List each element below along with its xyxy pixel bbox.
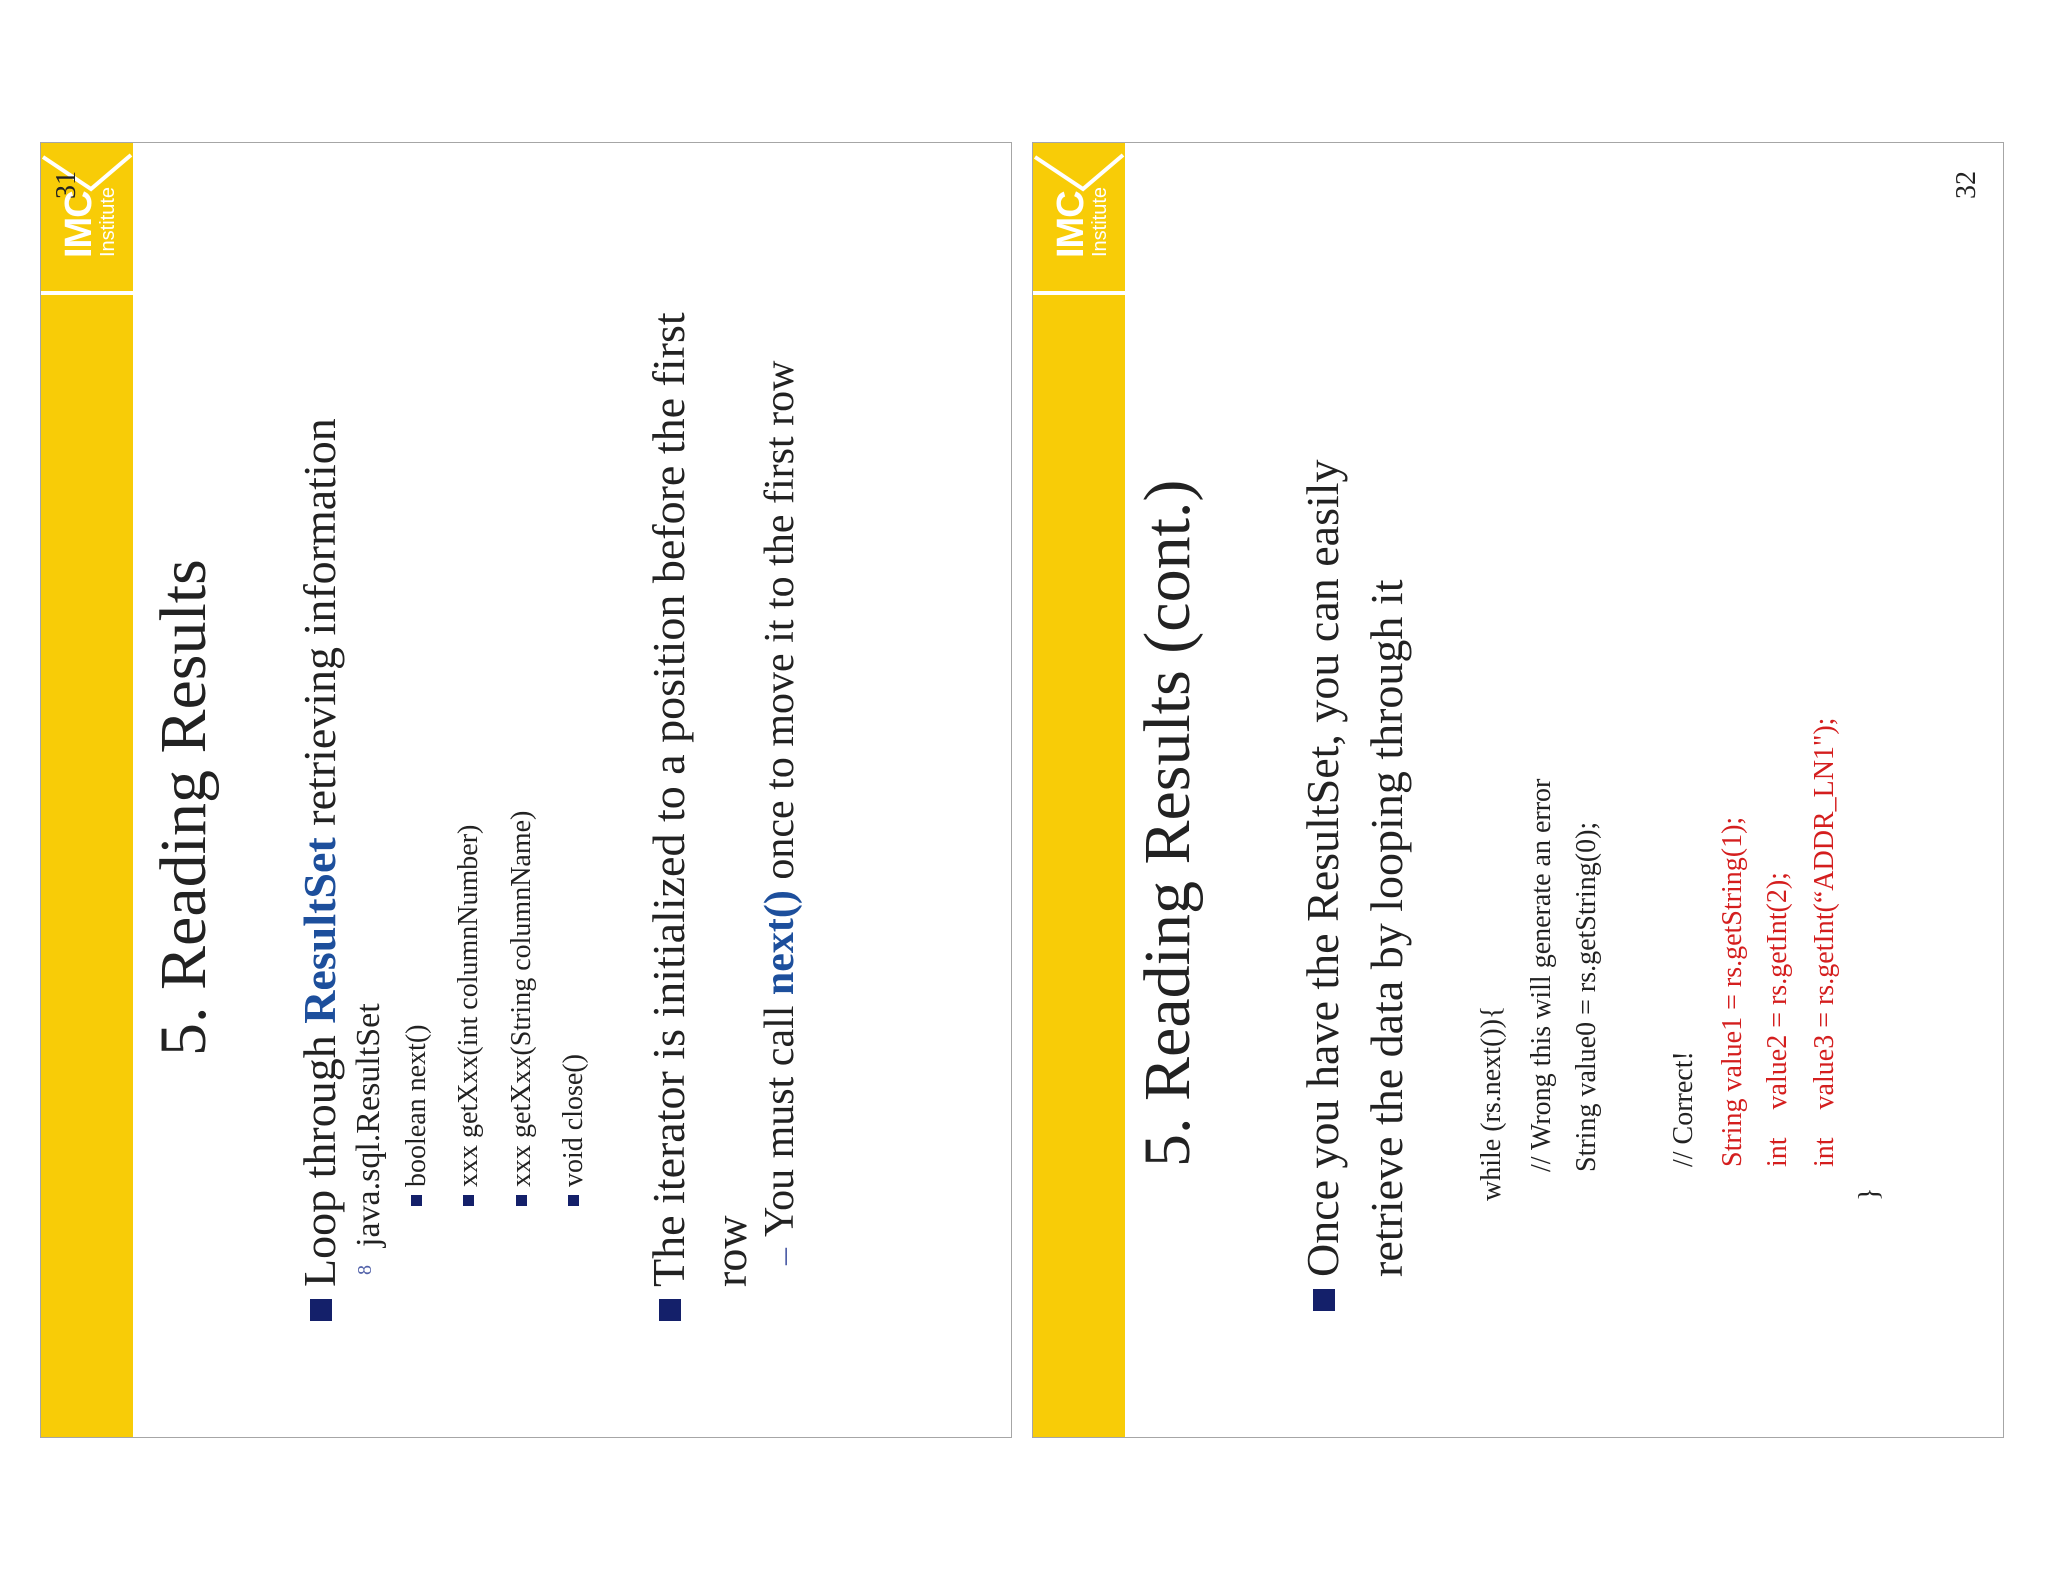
slide-31 — [40, 142, 1012, 1438]
slide-32-content — [1033, 143, 2003, 1437]
code-line: String value0 = rs.getString(0); — [1571, 821, 1602, 1172]
code-line: // Correct! — [1668, 1051, 1699, 1167]
bullet-square-icon — [659, 1299, 681, 1321]
page-number: 32 — [1951, 171, 1982, 199]
method-bullet-icon — [463, 1195, 474, 1206]
slide-31-content — [41, 143, 1011, 1437]
logo-abbr: IMC — [58, 191, 100, 258]
slide-title: 5. Reading Results — [147, 559, 220, 1056]
method-item: xxx getXxx(String columnName) — [506, 810, 537, 1187]
method-bullet-icon — [516, 1195, 527, 1206]
code-line: int value3 = rs.getInt(“ADDR_LN1"); — [1809, 717, 1840, 1167]
bullet-resultset-line2: retrieve the data by looping through it — [1361, 579, 1412, 1277]
sub-bullet-call-next: You must call next() once to move it to the first row — [757, 360, 803, 1237]
code-line: } — [1854, 1187, 1885, 1201]
bullet-square-icon — [1313, 1289, 1335, 1311]
logo-abbr: IMC — [1050, 191, 1092, 258]
method-bullet-icon — [568, 1195, 579, 1206]
logo-sub: Institute — [97, 186, 119, 257]
sub-bullet-marker: 8 — [354, 1265, 376, 1275]
code-line: String value1 = rs.getString(1); — [1717, 816, 1748, 1167]
code-line: // Wrong this will generate an error — [1526, 778, 1557, 1172]
bullet-iterator-line2: row — [705, 1215, 756, 1287]
bullet-loop-resultset: Loop through ResultSet retrieving information — [294, 418, 345, 1287]
sub-bullet-dash: – — [765, 1248, 802, 1265]
sub-bullet-java-sql-resultset: java.sql.ResultSet — [350, 1003, 387, 1247]
logo-sub: Institute — [1089, 186, 1111, 257]
page-number: 31 — [51, 171, 82, 199]
method-item: xxx getXxx(int columnNumber) — [453, 824, 484, 1187]
method-item: boolean next() — [401, 1024, 432, 1187]
code-line: while (rs.next()){ — [1476, 1005, 1507, 1201]
bullet-resultset-line1: Once you have the ResultSet, you can easily — [1297, 459, 1348, 1277]
bullet-square-icon — [310, 1299, 332, 1321]
method-item: void close() — [558, 1054, 589, 1187]
code-line: int value2 = rs.getInt(2); — [1762, 872, 1793, 1167]
slide-title: 5. Reading Results (cont.) — [1131, 479, 1204, 1167]
bullet-iterator-line1: The iterator is initialized to a position before the first — [643, 312, 694, 1287]
slide-32 — [1032, 142, 2004, 1438]
method-bullet-icon — [411, 1195, 422, 1206]
